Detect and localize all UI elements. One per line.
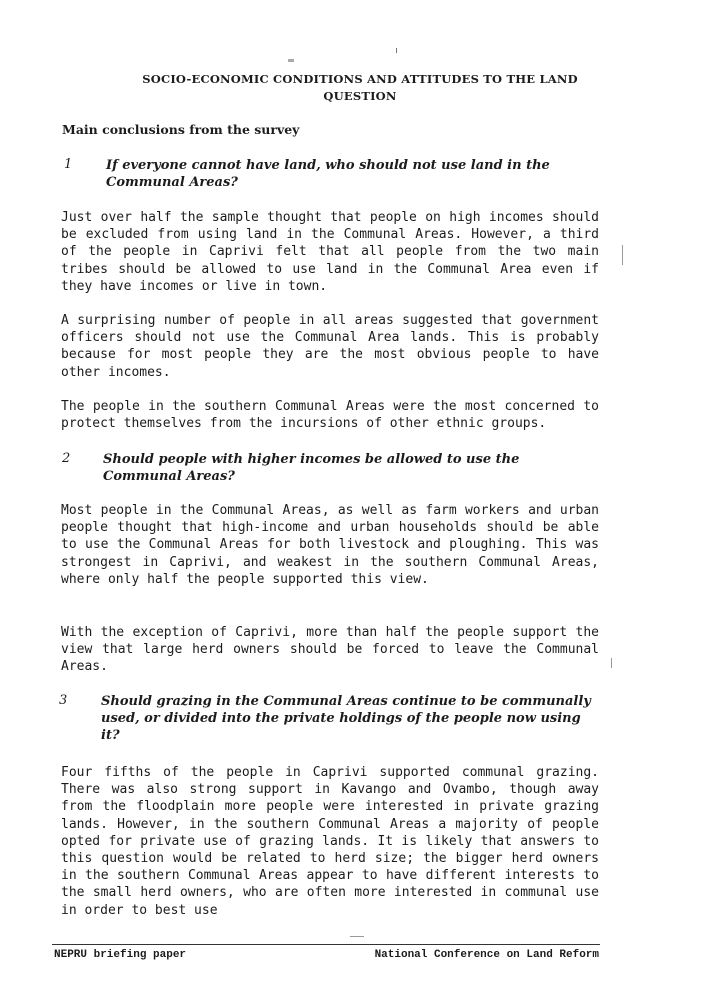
question-3-number: 3 — [59, 693, 68, 708]
scan-speck — [611, 658, 612, 668]
question-2-number: 2 — [62, 451, 71, 466]
paragraph-3-1: Four fifths of the people in Caprivi supported communal grazing. There was also strong support in Kavango and Ovambo, though away from the floodplain more people were interested in private grazing lands. However, in the southern Communal Areas a majority of people opted for private use of grazing lands. It is likely that answers to this question would be related to herd size; the bigger herd owners in the southern Communal Areas appear to have different interests to the small herd owners, who are often more interested in communal use in order to best use — [61, 765, 599, 918]
section-heading: Main conclusions from the survey — [62, 122, 300, 137]
scan-speck — [396, 48, 397, 53]
question-1-number: 1 — [64, 157, 73, 172]
document-title-line-1: SOCIO-ECONOMIC CONDITIONS AND ATTITUDES TO THE LAND — [142, 72, 578, 86]
footer-right-text: National Conference on Land Reform — [374, 949, 599, 961]
question-1-text: If everyone cannot have land, who should not use land in the Communal Areas? — [106, 158, 550, 190]
footer-rule — [52, 944, 600, 945]
footer-left-text: NEPRU briefing paper — [54, 949, 187, 961]
paragraph-1-1: Just over half the sample thought that people on high incomes should be excluded from using land in the Communal Areas. However, a third of the people in Caprivi felt that all people from the two main tribes should be allowed to use land in the Communal Area even if they have incomes or live in town. — [61, 210, 599, 294]
scan-speck — [288, 59, 294, 62]
scan-speck — [350, 936, 364, 937]
paragraph-1-3: The people in the southern Communal Areas were the most concerned to protect themselves from the incursions of other ethnic groups. — [61, 399, 599, 432]
paragraph-2-2: With the exception of Caprivi, more than half the people support the view that large herd owners should be forced to leave the Communal Areas. — [61, 625, 599, 675]
scan-speck — [622, 245, 623, 265]
document-title-line-2: QUESTION — [323, 89, 397, 103]
question-2-text: Should people with higher incomes be allowed to use the Communal Areas? — [103, 452, 520, 484]
question-3-text: Should grazing in the Communal Areas continue to be communally used, or divided into the private holdings of the people now using it? — [101, 694, 591, 743]
paragraph-1-2: A surprising number of people in all areas suggested that government officers should not use the Communal Area lands. This is probably because for most people they are the most obvious people to have other incomes. — [61, 313, 599, 380]
paragraph-2-1: Most people in the Communal Areas, as well as farm workers and urban people thought that high-income and urban households should be able to use the Communal Areas for both livestock and ploughing. This was strongest in Caprivi, and weakest in the southern Communal Areas, where only half the people supported this view. — [61, 503, 599, 587]
